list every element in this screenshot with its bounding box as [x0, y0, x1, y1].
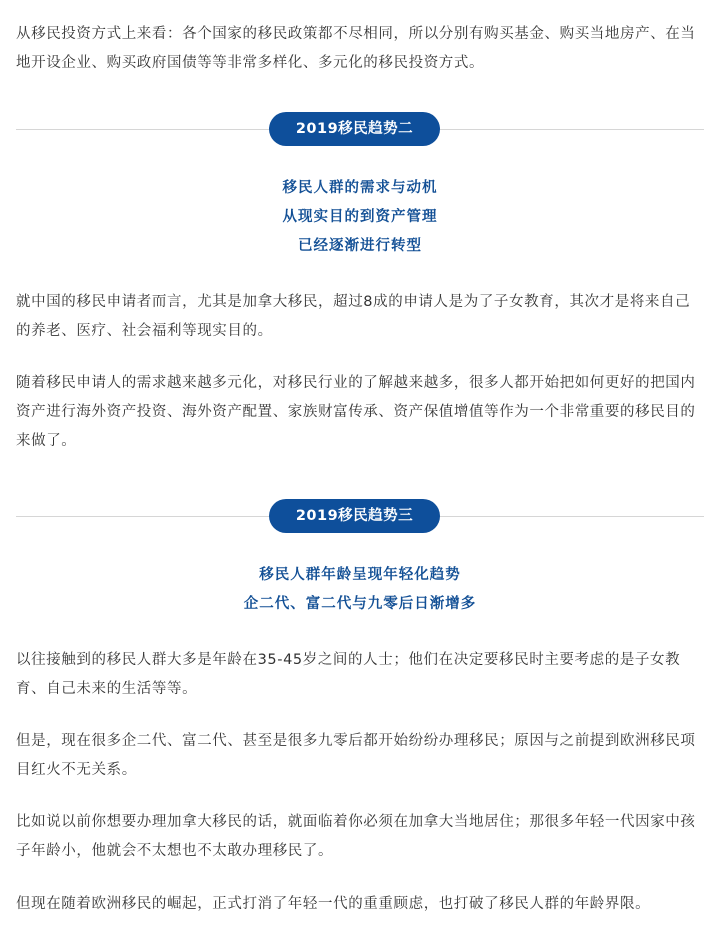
- highlight-line: 移民人群年龄呈现年轻化趋势: [259, 567, 461, 583]
- highlight-line: 从现实目的到资产管理: [282, 209, 438, 225]
- body-paragraph: 以往接触到的移民人群大多是年龄在35-45岁之间的人士；他们在决定要移民时主要考虑的是子女教育、自己未来的生活等等。: [16, 652, 681, 697]
- highlight-line: 移民人群的需求与动机: [282, 180, 438, 196]
- body-paragraph: 但是，现在很多企二代、富二代、甚至是很多九零后都开始纷纷办理移民；原因与之前提到欧洲移民项目红火不无关系。: [16, 733, 696, 778]
- intro-paragraph: 从移民投资方式上来看：各个国家的移民政策都不尽相同，所以分别有购买基金、购买当地房产、在当地开设企业、购买政府国债等等非常多样化、多元化的移民投资方式。: [16, 26, 696, 71]
- body-paragraph: 随着移民申请人的需求越来越多元化，对移民行业的了解越来越多，很多人都开始把如何更好的把国内资产进行海外资产投资、海外资产配置、家族财富传承、资产保值增值等作为一个非常重要的移民目的来做了。: [16, 375, 696, 449]
- section-badge: 2019移民趋势三: [269, 499, 440, 533]
- body-paragraph: 就中国的移民申请者而言，尤其是加拿大移民，超过8成的申请人是为了子女教育，其次才是将来自己的养老、医疗、社会福利等现实目的。: [16, 294, 691, 339]
- body-paragraph: 但现在随着欧洲移民的崛起，正式打消了年轻一代的重重顾虑，也打破了移民人群的年龄界限。: [16, 896, 651, 912]
- highlight-line: 企二代、富二代与九零后日渐增多: [243, 596, 477, 612]
- highlight-line: 已经逐渐进行转型: [298, 238, 422, 254]
- body-paragraph: 比如说以前你想要办理加拿大移民的话，就面临着你必须在加拿大当地居住；那很多年轻一代因家中孩子年龄小，他就会不太想也不太敢办理移民了。: [16, 814, 696, 859]
- section-badge: 2019移民趋势二: [269, 112, 440, 146]
